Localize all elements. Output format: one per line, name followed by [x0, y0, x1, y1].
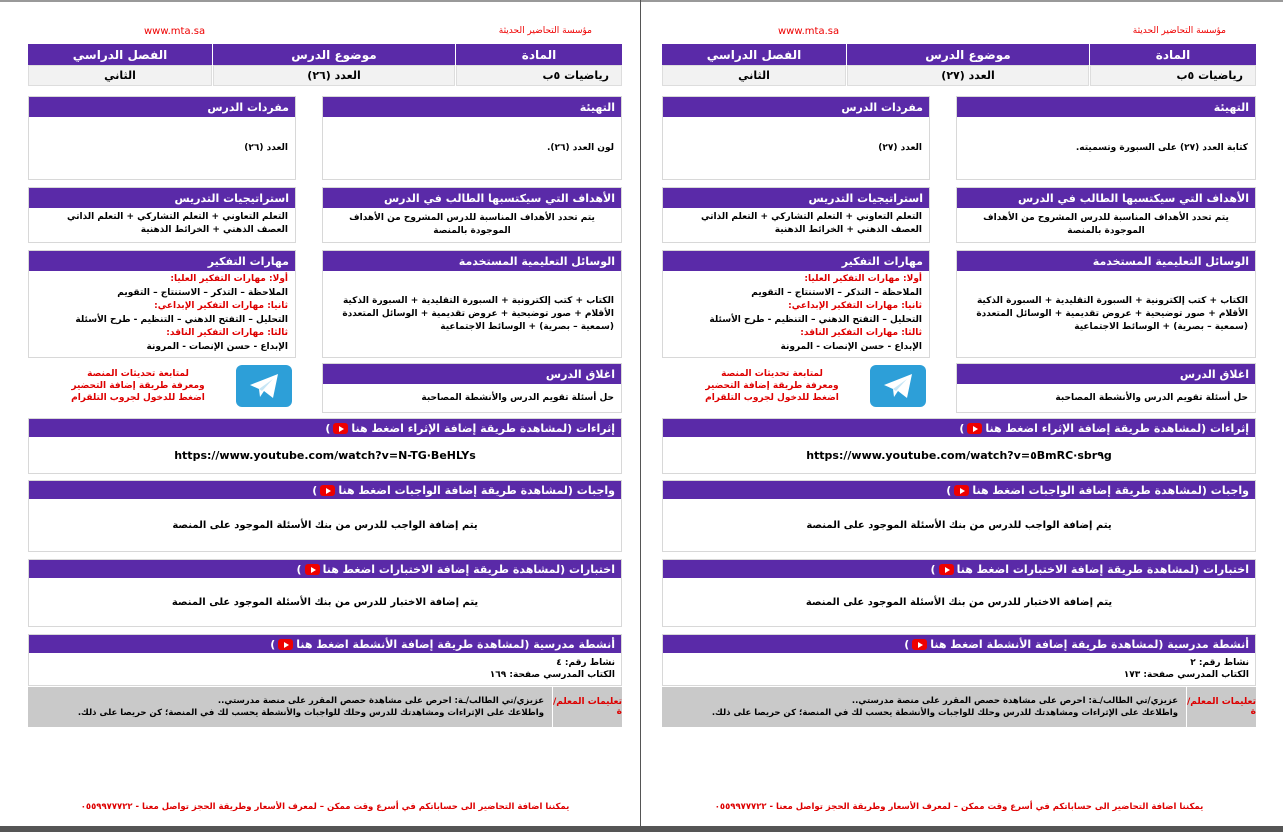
- tools-line-3: (سمعية – بصرية) + الوسائط الاجتماعية: [440, 321, 614, 332]
- textbook-page: الكتاب المدرسي صفحة: ١٧٣: [1123, 670, 1249, 680]
- closing-text: حل أسئلة تقويم الدرس والأنشطة المصاحبة: [1055, 392, 1248, 403]
- strategies-title: استراتيجيات التدريس: [663, 188, 929, 208]
- vocab-text: العدد (٢٦): [244, 142, 288, 153]
- activities-label: أنشطة مدرسية: [533, 637, 615, 651]
- close-paren: ): [904, 637, 910, 651]
- closing-title: اغلاق الدرس: [323, 364, 621, 384]
- youtube-icon[interactable]: [320, 485, 335, 496]
- strategies-title: استراتيجيات التدريس: [29, 188, 295, 208]
- goals-box: [322, 187, 622, 243]
- semester-header: الفصل الدراسي: [662, 44, 846, 65]
- thinking-creative-label: ثانيا: مهارات التفكير الإبداعي:: [788, 301, 922, 311]
- subject-header: المادة: [456, 44, 622, 65]
- thinking-higher-value: الملاحظة – التذكر – الاستنتاج – التقويم: [751, 287, 922, 298]
- instructions-line-2: واطلاعك على الإثراءات ومشاهدتك للدرس وحلك للواجبات والأنشطة يحسب لك في المنصة؛ كن حريصا على ذلك.: [77, 708, 544, 718]
- thinking-critical-value: الإبداع - حسن الإنصات - المرونة: [780, 341, 922, 352]
- viewer-bottom-border: [0, 826, 1283, 832]
- enrichment-section: [662, 418, 1256, 474]
- youtube-icon[interactable]: [939, 564, 954, 575]
- close-paren: ): [312, 483, 318, 497]
- goals-text: يتم تحدد الأهداف المناسبة للدرس المشروح من الأهداف الموجودة بالمنصة: [983, 213, 1229, 236]
- homework-label: واجبات: [1210, 483, 1249, 497]
- website-link[interactable]: www.mta.sa: [144, 26, 206, 37]
- homework-help-link[interactable]: (لمشاهدة طريقة إضافة الواجبات اضغط هنا: [972, 483, 1207, 497]
- close-paren: ): [959, 421, 965, 435]
- activities-help-link[interactable]: (لمشاهدة طريقة إضافة الأنشطة اضغط هنا: [296, 637, 530, 651]
- warmup-box: [322, 96, 622, 180]
- homework-section: [28, 480, 622, 552]
- closing-title: اغلاق الدرس: [957, 364, 1255, 384]
- telegram-promo-line-1: لمتابعة تحديثات المنصة: [721, 369, 823, 379]
- strategies-box: [662, 187, 930, 243]
- strategies-box: [28, 187, 296, 243]
- topic-header: موضوع الدرس: [213, 44, 455, 65]
- youtube-icon[interactable]: [333, 423, 348, 434]
- activity-number: نشاط رقم: ٢: [1190, 658, 1249, 668]
- activities-section: [662, 634, 1256, 686]
- subject-header: المادة: [1090, 44, 1256, 65]
- homework-title[interactable]: [29, 481, 621, 499]
- goals-title: الأهداف التي سيكتسبها الطالب في الدرس: [323, 188, 621, 208]
- tools-line-1: الكتاب + كتب إلكترونية + السبورة التقليدية + السبورة الذكية: [976, 295, 1248, 306]
- vocab-title: مفردات الدرس: [29, 97, 295, 117]
- telegram-promo[interactable]: [68, 368, 208, 404]
- teacher-instructions: [28, 687, 622, 727]
- topic-value: العدد (٢٧): [847, 65, 1089, 86]
- youtube-icon[interactable]: [278, 639, 293, 650]
- homework-label: واجبات: [576, 483, 615, 497]
- thinking-creative-value: التحليل – التفتح الذهني – التنظيم - طرح الأسئلة: [709, 314, 922, 325]
- homework-text: يتم إضافة الواجب للدرس من بنك الأسئلة الموجود على المنصة: [172, 519, 478, 531]
- thinking-higher-value: الملاحظة – التذكر – الاستنتاج – التقويم: [117, 287, 288, 298]
- thinking-box: [28, 250, 296, 358]
- thinking-title: مهارات التفكير: [663, 251, 929, 271]
- youtube-icon[interactable]: [305, 564, 320, 575]
- thinking-critical-label: ثالثا: مهارات التفكير الناقد:: [166, 328, 288, 338]
- tools-box: [322, 250, 622, 358]
- strategies-line-2: العصف الذهني + الخرائط الذهنية: [774, 225, 922, 235]
- youtube-icon[interactable]: [954, 485, 969, 496]
- homework-title[interactable]: [663, 481, 1255, 499]
- tests-text: يتم إضافة الاختبار للدرس من بنك الأسئلة الموجود على المنصة: [171, 596, 479, 608]
- page-header: [28, 26, 622, 40]
- instructions-line-1: عزيزي/تي الطالب/ـة: احرص على مشاهدة حصص المقرر على منصة مدرستي..: [851, 696, 1178, 706]
- tests-text: يتم إضافة الاختبار للدرس من بنك الأسئلة الموجود على المنصة: [805, 596, 1113, 608]
- topic-header: موضوع الدرس: [847, 44, 1089, 65]
- youtube-icon[interactable]: [912, 639, 927, 650]
- telegram-promo-line-3: اضغط للدخول لجروب التلقرام: [705, 393, 839, 403]
- close-paren: ): [325, 421, 331, 435]
- lesson-page-left: [28, 0, 622, 826]
- strategies-line-1: التعلم التعاوني + التعلم التشاركي + التعلم الذاتي: [67, 212, 288, 222]
- vocab-box: [28, 96, 296, 180]
- tools-line-3: (سمعية – بصرية) + الوسائط الاجتماعية: [1074, 321, 1248, 332]
- teacher-instructions-label: تعليمات المعلم/ة: [552, 687, 622, 727]
- enrichment-section: [28, 418, 622, 474]
- thinking-box: [662, 250, 930, 358]
- teacher-instructions: [662, 687, 1256, 727]
- close-paren: ): [296, 562, 302, 576]
- youtube-icon[interactable]: [967, 423, 982, 434]
- enrichment-label: إثراءات: [576, 421, 615, 435]
- subject-value: رياضيات ٥ب: [456, 65, 622, 86]
- tools-title: الوسائل التعليمية المستخدمة: [957, 251, 1255, 271]
- org-name: مؤسسة التحاضير الحديثة: [1132, 26, 1226, 36]
- telegram-promo-line-1: لمتابعة تحديثات المنصة: [87, 369, 189, 379]
- goals-box: [956, 187, 1256, 243]
- tools-line-2: الأقلام + صور توضيحية + عروض تقديمية + الوسائل المتعددة: [976, 308, 1248, 319]
- enrichment-title[interactable]: [29, 419, 621, 437]
- tools-title: الوسائل التعليمية المستخدمة: [323, 251, 621, 271]
- thinking-critical-label: ثالثا: مهارات التفكير الناقد:: [800, 328, 922, 338]
- tests-label: اختبارات: [1203, 562, 1249, 576]
- telegram-icon[interactable]: [870, 365, 926, 407]
- thinking-title: مهارات التفكير: [29, 251, 295, 271]
- page-divider: [640, 0, 641, 832]
- thinking-creative-label: ثانيا: مهارات التفكير الإبداعي:: [154, 301, 288, 311]
- page-header: [662, 26, 1256, 40]
- enrichment-label: إثراءات: [1210, 421, 1249, 435]
- enrichment-title[interactable]: [663, 419, 1255, 437]
- vocab-text: العدد (٢٧): [878, 142, 922, 153]
- lesson-info-table: [28, 44, 622, 86]
- tools-line-1: الكتاب + كتب إلكترونية + السبورة التقليدية + السبورة الذكية: [342, 295, 614, 306]
- enrichment-help-link[interactable]: (لمشاهدة طريقة إضافة الإثراء اضغط هنا: [985, 421, 1207, 435]
- telegram-promo-line-2: ومعرفة طريقة إضافة التحضير: [71, 381, 205, 391]
- tests-title[interactable]: [663, 560, 1255, 578]
- goals-text: يتم تحدد الأهداف المناسبة للدرس المشروح من الأهداف الموجودة بالمنصة: [349, 213, 595, 236]
- vocab-box: [662, 96, 930, 180]
- close-paren: ): [930, 562, 936, 576]
- tests-section: [28, 559, 622, 627]
- closing-box: [322, 363, 622, 413]
- footer-contact: يمكننا اضافة التحاضير الى حساباتكم في أسرع وقت ممكن – لمعرف الأسعار وطريقة الحجز تواصل معنا - ٠٥٥٩٩٧٧٧٢٢: [80, 802, 570, 812]
- close-paren: ): [270, 637, 276, 651]
- website-link[interactable]: www.mta.sa: [778, 26, 840, 37]
- org-name: مؤسسة التحاضير الحديثة: [498, 26, 592, 36]
- telegram-promo-line-2: ومعرفة طريقة إضافة التحضير: [705, 381, 839, 391]
- thinking-critical-value: الإبداع - حسن الإنصات - المرونة: [146, 341, 288, 352]
- homework-section: [662, 480, 1256, 552]
- strategies-line-2: العصف الذهني + الخرائط الذهنية: [140, 225, 288, 235]
- homework-help-link[interactable]: (لمشاهدة طريقة إضافة الواجبات اضغط هنا: [338, 483, 573, 497]
- warmup-title: التهيئة: [957, 97, 1255, 117]
- activity-number: نشاط رقم: ٤: [556, 658, 615, 668]
- telegram-promo-line-3: اضغط للدخول لجروب التلقرام: [71, 393, 205, 403]
- closing-text: حل أسئلة تقويم الدرس والأنشطة المصاحبة: [421, 392, 614, 403]
- warmup-title: التهيئة: [323, 97, 621, 117]
- activities-title[interactable]: [663, 635, 1255, 653]
- textbook-page: الكتاب المدرسي صفحة: ١٦٩: [489, 670, 615, 680]
- instructions-line-2: واطلاعك على الإثراءات ومشاهدتك للدرس وحلك للواجبات والأنشطة يحسب لك في المنصة؛ كن حريصا على ذلك.: [711, 708, 1178, 718]
- strategies-line-1: التعلم التعاوني + التعلم التشاركي + التعلم الذاتي: [701, 212, 922, 222]
- instructions-line-1: عزيزي/تي الطالب/ـة: احرص على مشاهدة حصص المقرر على منصة مدرستي..: [217, 696, 544, 706]
- lesson-page-right: [662, 0, 1256, 826]
- youtube-url[interactable]: https://www.youtube.com/watch?v=٥BmRC·sbr٩g: [806, 448, 1112, 462]
- tests-help-link[interactable]: (لمشاهدة طريقة إضافة الاختبارات اضغط هنا: [956, 562, 1200, 576]
- tools-box: [956, 250, 1256, 358]
- activities-label: أنشطة مدرسية: [1167, 637, 1249, 651]
- warmup-box: [956, 96, 1256, 180]
- footer-contact: يمكننا اضافة التحاضير الى حساباتكم في أسرع وقت ممكن – لمعرف الأسعار وطريقة الحجز تواصل معنا - ٠٥٥٩٩٧٧٧٢٢: [714, 802, 1204, 812]
- semester-value: الثاني: [28, 65, 212, 86]
- tests-help-link[interactable]: (لمشاهدة طريقة إضافة الاختبارات اضغط هنا: [322, 562, 566, 576]
- youtube-url[interactable]: https://www.youtube.com/watch?v=N-TG·BeHLYs: [174, 448, 476, 462]
- homework-text: يتم إضافة الواجب للدرس من بنك الأسئلة الموجود على المنصة: [806, 519, 1112, 531]
- close-paren: ): [946, 483, 952, 497]
- vocab-title: مفردات الدرس: [663, 97, 929, 117]
- semester-value: الثاني: [662, 65, 846, 86]
- thinking-higher-label: أولا: مهارات التفكير العليا:: [804, 274, 922, 284]
- thinking-higher-label: أولا: مهارات التفكير العليا:: [170, 274, 288, 284]
- semester-header: الفصل الدراسي: [28, 44, 212, 65]
- telegram-promo[interactable]: [702, 368, 842, 404]
- tools-line-2: الأقلام + صور توضيحية + عروض تقديمية + الوسائل المتعددة: [342, 308, 614, 319]
- tests-title[interactable]: [29, 560, 621, 578]
- subject-value: رياضيات ٥ب: [1090, 65, 1256, 86]
- warmup-text: كتابة العدد (٢٧) على السبورة وتسميته.: [1075, 142, 1248, 153]
- tests-label: اختبارات: [569, 562, 615, 576]
- enrichment-help-link[interactable]: (لمشاهدة طريقة إضافة الإثراء اضغط هنا: [351, 421, 573, 435]
- goals-title: الأهداف التي سيكتسبها الطالب في الدرس: [957, 188, 1255, 208]
- closing-box: [956, 363, 1256, 413]
- lesson-info-table: [662, 44, 1256, 86]
- topic-value: العدد (٢٦): [213, 65, 455, 86]
- warmup-text: لون العدد (٢٦).: [547, 142, 614, 153]
- activities-section: [28, 634, 622, 686]
- activities-title[interactable]: [29, 635, 621, 653]
- telegram-icon[interactable]: [236, 365, 292, 407]
- thinking-creative-value: التحليل – التفتح الذهني – التنظيم - طرح الأسئلة: [75, 314, 288, 325]
- tests-section: [662, 559, 1256, 627]
- activities-help-link[interactable]: (لمشاهدة طريقة إضافة الأنشطة اضغط هنا: [930, 637, 1164, 651]
- teacher-instructions-label: تعليمات المعلم/ة: [1186, 687, 1256, 727]
